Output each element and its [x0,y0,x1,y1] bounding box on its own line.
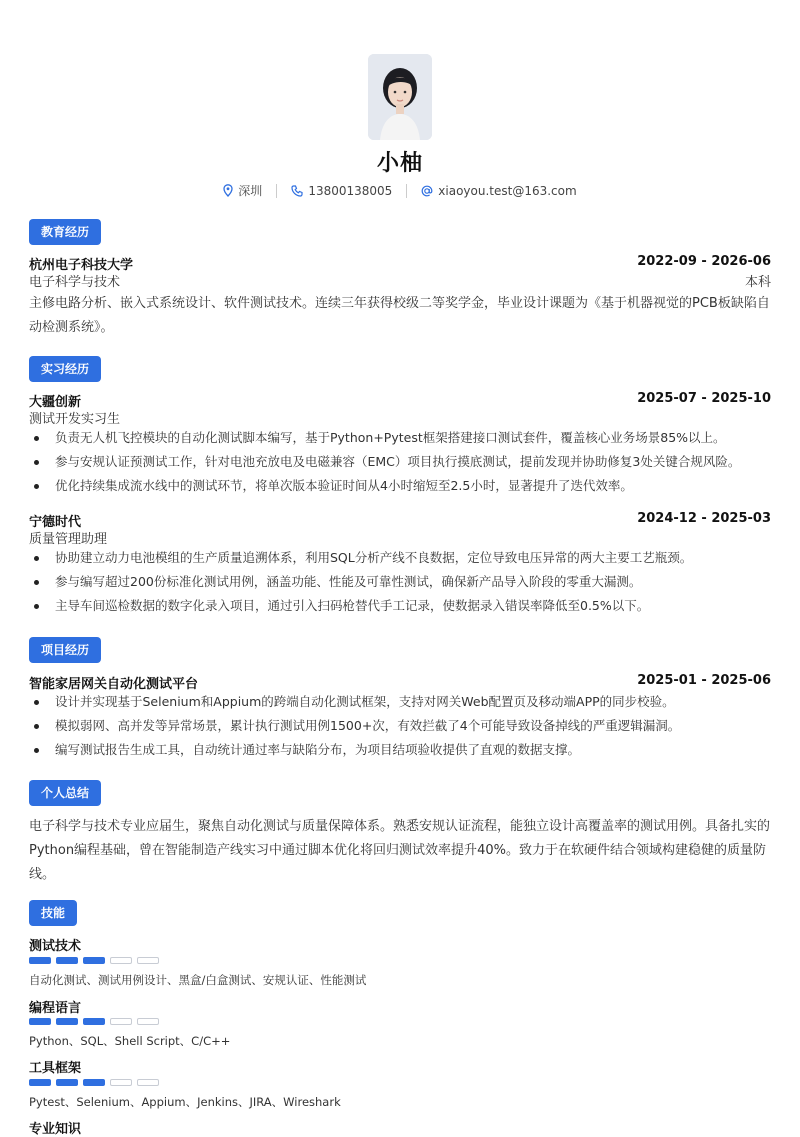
company-name: 宁德时代 [29,515,82,530]
list-item: 负责无人机飞控模块的自动化测试脚本编写，基于Python+Pytest框架搭建接口测试套件，覆盖核心业务场景85%以上。 [29,426,771,450]
section-title-skills: 技能 [29,900,77,926]
job-date: 2025-07 - 2025-10 [637,391,771,406]
contact-divider [276,184,277,198]
skill-level-meter [29,1018,159,1025]
job-role: 测试开发实习生 [29,412,121,427]
major: 电子科学与技术 [29,275,121,290]
section-title-education: 教育经历 [29,219,101,245]
phone-icon [291,185,303,197]
skill-level-segment-filled [83,1018,105,1025]
summary-text: 电子科学与技术专业应届生，聚焦自动化测试与质量保障体系。熟悉安规认证流程，能独立设计高覆盖率的测试用例。具备扎实的Python编程基础，曾在智能制造产线实习中通过脚本优化将回归测试效率提升40%。致力于在软硬件结合领域构建稳健的质量防线。 [29,819,771,882]
degree: 本科 [744,275,771,290]
skill-description: Python、SQL、Shell Script、C/C++ [29,1034,231,1048]
list-item: 模拟弱网、高并发等异常场景，累计执行测试用例1500+次，有效拦截了4个可能导致设备掉线的严重逻辑漏洞。 [29,714,771,738]
job-role-row [29,408,771,427]
skill-level-segment-empty [137,957,159,964]
list-item: 设计并实现基于Selenium和Appium的跨端自动化测试框架，支持对网关Web配置页及移动端APP的同步校验。 [29,690,771,714]
skill-level-segment-empty [137,1079,159,1086]
skill-level-meter [29,957,159,964]
project-bullets [29,690,771,762]
skill-level-meter [29,1079,159,1086]
education-description: 主修电路分析、嵌入式系统设计、软件测试技术。连续三年获得校级二等奖学金，毕业设计课题为《基于机器视觉的PCB板缺陷自动检测系统》。 [29,296,770,335]
project-name: 智能家居网关自动化测试平台 [29,677,199,692]
job-bullets [29,546,771,618]
job-role: 质量管理助理 [29,532,108,547]
skill-level-segment-filled [29,957,51,964]
skill-name: 测试技术 [29,939,82,954]
contact-divider [406,184,407,198]
skill-level-segment-empty [110,1018,132,1025]
skill-level-segment-empty [137,1018,159,1025]
job-date: 2024-12 - 2025-03 [637,511,771,526]
list-item: 优化持续集成流水线中的测试环节，将单次版本验证时间从4小时缩短至2.5小时，显著提升了迭代效率。 [29,474,771,498]
email-text: xiaoyou.test@163.com [438,183,577,198]
skill-level-segment-filled [56,1079,78,1086]
company-name: 大疆创新 [29,395,82,410]
skill-level-segment-filled [29,1018,51,1025]
list-item: 编写测试报告生成工具，自动统计通过率与缺陷分布，为项目结项验收提供了直观的数据支撑。 [29,738,771,762]
contact-location [223,182,262,199]
avatar-portrait [368,54,432,140]
skill-level-segment-empty [110,957,132,964]
section-title-project: 项目经历 [29,637,101,663]
candidate-name: 小柚 [376,151,423,176]
email-icon [421,185,433,197]
list-item: 主导车间巡检数据的数字化录入项目，通过引入扫码枪替代手工记录，使数据录入错误率降低至0.5%以下。 [29,594,771,618]
skill-description: Pytest、Selenium、Appium、Jenkins、JIRA、Wireshark [29,1095,341,1109]
avatar [368,54,432,140]
job-role-row [29,528,771,547]
skill-level-segment-filled [83,957,105,964]
contact-bar [0,182,800,199]
school-name: 杭州电子科技大学 [29,258,134,273]
contact-phone [291,184,392,198]
list-item: 参与安规认证预测试工作，针对电池充放电及电磁兼容（EMC）项目执行摸底测试，提前发现并协助修复3处关键合规风险。 [29,450,771,474]
contact-email [421,184,576,198]
skill-level-segment-empty [110,1079,132,1086]
skill-level-segment-filled [83,1079,105,1086]
skill-level-segment-filled [29,1079,51,1086]
education-date: 2022-09 - 2026-06 [637,254,771,269]
location-icon [223,184,233,197]
education-subheader [29,271,771,290]
skill-level-segment-filled [56,957,78,964]
list-item: 协助建立动力电池模组的生产质量追溯体系，利用SQL分析产线不良数据，定位导致电压异常的两大主要工艺瓶颈。 [29,546,771,570]
list-item: 参与编写超过200份标准化测试用例，涵盖功能、性能及可靠性测试，确保新产品导入阶段的零重大漏测。 [29,570,771,594]
section-title-summary: 个人总结 [29,780,101,806]
skill-description: 自动化测试、测试用例设计、黑盒/白盒测试、安规认证、性能测试 [29,973,367,987]
phone-text: 13800138005 [308,183,393,198]
skill-name: 工具框架 [29,1061,82,1076]
skill-name: 编程语言 [29,1001,82,1016]
job-bullets [29,426,771,498]
project-date: 2025-01 - 2025-06 [637,673,771,688]
skill-name: 专业知识 [29,1122,82,1137]
skill-level-segment-filled [56,1018,78,1025]
location-text: 深圳 [238,184,263,198]
section-title-internship: 实习经历 [29,356,101,382]
